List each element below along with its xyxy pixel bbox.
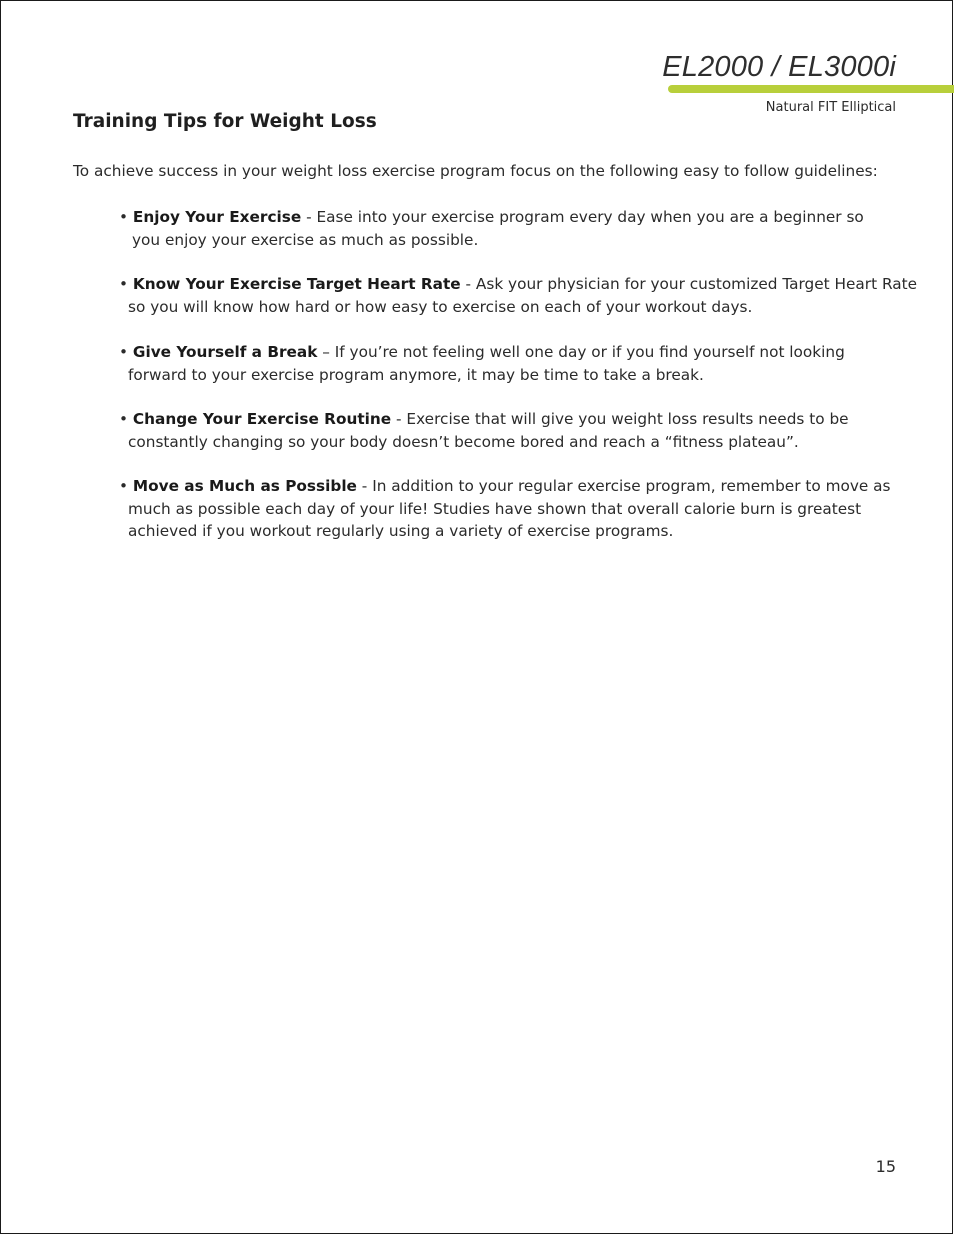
tip-title: Change Your Exercise Routine — [132, 410, 392, 428]
tip-text: If you’re not feeling well one day or if you find yourself not looking — [334, 343, 845, 361]
tip-text: achieved if you workout regularly using a variety of exercise programs. — [128, 522, 674, 540]
tip-title: Move as Much as Possible — [132, 477, 357, 495]
tip-text: much as possible each day of your life! Studies have shown that overall calorie burn is greatest — [128, 499, 862, 518]
tip-separator: - — [356, 477, 373, 495]
tip-first-line: • Change Your Exercise Routine - Exercise that will give you weight loss results needs to be — [119, 410, 849, 428]
tip-first-line: • Give Yourself a Break – If you’re not feeling well one day or if you find yourself not looking — [119, 343, 845, 361]
tip-text: forward to your exercise program anymore, it may be time to take a break. — [128, 365, 704, 384]
tip-item-change-routine — [119, 408, 909, 453]
intro-paragraph: To achieve success in your weight loss exercise program focus on the following easy to follow guidelines: — [73, 162, 878, 180]
accent-bar — [668, 85, 954, 93]
section-heading: Training Tips for Weight Loss — [73, 111, 377, 132]
tip-item-target-heart-rate — [119, 273, 918, 318]
tip-text: Ask your physician for your customized Target Heart Rate — [475, 275, 918, 293]
tip-separator: – — [317, 343, 335, 361]
tip-separator: - — [391, 410, 407, 428]
tip-first-line: • Enjoy Your Exercise - Ease into your exercise program every day when you are a beginner so — [119, 208, 864, 226]
tip-title: Know Your Exercise Target Heart Rate — [132, 275, 461, 293]
tip-text: Ease into your exercise program every day when you are a beginner so — [316, 208, 864, 226]
tip-title: Enjoy Your Exercise — [132, 208, 302, 226]
tip-title: Give Yourself a Break — [132, 343, 318, 361]
tip-text: you enjoy your exercise as much as possible. — [132, 230, 479, 249]
tip-item-give-yourself-a-break — [119, 341, 909, 386]
tip-text: In addition to your regular exercise program, remember to move as — [372, 477, 891, 495]
tip-separator: - — [460, 275, 476, 293]
model-title: EL2000 / EL3000i — [662, 51, 896, 83]
tip-first-line: • Move as Much as Possible - In addition to your regular exercise program, remember to move as — [119, 477, 891, 495]
tip-item-enjoy-exercise — [119, 206, 909, 251]
tip-text: so you will know how hard or how easy to exercise on each of your workout days. — [128, 297, 753, 316]
tip-first-line: • Know Your Exercise Target Heart Rate - Ask your physician for your customized Target Heart Rate — [119, 275, 918, 293]
product-subtitle: Natural FIT Elliptical — [765, 100, 896, 115]
page-number: 15 — [875, 1157, 896, 1176]
tip-text: Exercise that will give you weight loss results needs to be — [406, 410, 849, 428]
tip-text: constantly changing so your body doesn’t become bored and reach a “fitness plateau”. — [128, 432, 799, 451]
tip-separator: - — [301, 208, 317, 226]
tip-item-move-as-much-as-possible — [119, 475, 909, 543]
